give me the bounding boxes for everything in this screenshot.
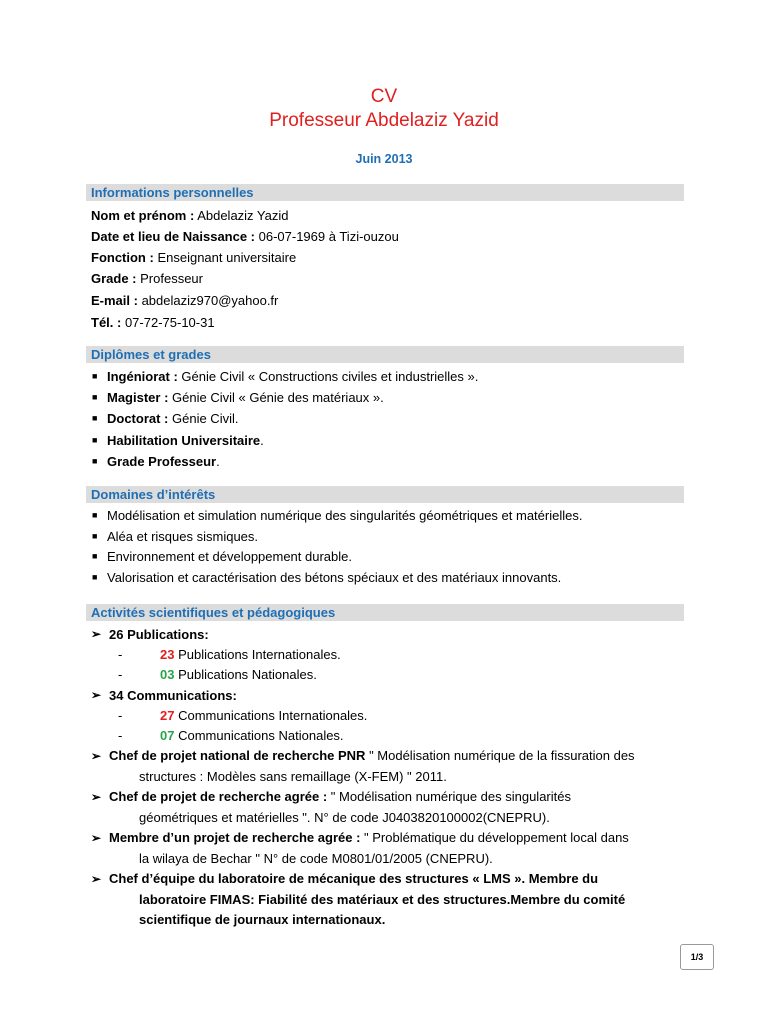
diploma-item: Habilitation Universitaire. (107, 433, 264, 448)
personal-row: Date et lieu de Naissance : 06-07-1969 à Tizi-ouzou (91, 229, 399, 244)
arrow-bullet-icon: ➢ (91, 831, 102, 845)
square-bullet-icon: ■ (92, 531, 98, 541)
square-bullet-icon: ■ (92, 551, 98, 561)
interest-item: Aléa et risques sismiques. (107, 529, 259, 544)
square-bullet-icon: ■ (92, 371, 98, 381)
communications-title: 34 Communications: (109, 688, 237, 703)
document-date: Juin 2013 (355, 152, 413, 166)
publications-national: 03 Publications Nationales. (160, 667, 317, 682)
section-heading-personal: Informations personnelles (86, 184, 684, 201)
dash-bullet: - (118, 728, 123, 743)
arrow-bullet-icon: ➢ (91, 790, 102, 804)
diploma-item: Magister : Génie Civil « Génie des matériaux ». (107, 390, 384, 405)
project-item: Membre d’un projet de recherche agrée : " Problématique du développement local dans la wilaya de Bechar " N° de code M0801/01/2005 (CNEPRU). (109, 830, 629, 866)
page-number: 1/3 (680, 944, 714, 970)
page-title: Professeur Abdelaziz Yazid (269, 110, 499, 131)
arrow-bullet-icon: ➢ (91, 749, 102, 763)
dash-bullet: - (118, 708, 123, 723)
publications-international: 23 Publications Internationales. (160, 647, 341, 662)
section-heading-diplomas: Diplômes et grades (86, 346, 684, 363)
dash-bullet: - (118, 647, 123, 662)
dash-bullet: - (118, 667, 123, 682)
personal-row-phone: Tél. : 07-72-75-10-31 (91, 315, 215, 330)
section-heading-activities: Activités scientifiques et pédagogiques (86, 604, 684, 621)
square-bullet-icon: ■ (92, 413, 98, 423)
personal-row: Grade : Professeur (91, 271, 203, 286)
project-item: Chef de projet national de recherche PNR " Modélisation numérique de la fissuration des structures : Modèles sans remaillage (X-FEM) " 2011. (109, 748, 635, 784)
communications-international: 27 Communications Internationales. (160, 708, 368, 723)
diploma-item: Grade Professeur. (107, 454, 220, 469)
arrow-bullet-icon: ➢ (91, 872, 102, 886)
personal-row-email: E-mail : abdelaziz970@yahoo.fr (91, 293, 279, 308)
personal-row: Fonction : Enseignant universitaire (91, 250, 297, 265)
square-bullet-icon: ■ (92, 392, 98, 402)
interest-item: Environnement et développement durable. (107, 549, 352, 564)
square-bullet-icon: ■ (92, 456, 98, 466)
interest-item: Valorisation et caractérisation des bétons spéciaux et des matériaux innovants. (107, 570, 562, 585)
square-bullet-icon: ■ (92, 435, 98, 445)
arrow-bullet-icon: ➢ (91, 627, 102, 641)
lab-membership: Chef d’équipe du laboratoire de mécanique des structures « LMS ». Membre du laboratoire FIMAS: Fiabilité des matériaux et des structures.Membre du comité scientifique de journaux internationaux. (109, 871, 626, 927)
arrow-bullet-icon: ➢ (91, 688, 102, 702)
project-item: Chef de projet de recherche agrée : " Modélisation numérique des singularités géométriques et matérielles ". N° de code J0403820100002(CNEPRU). (109, 789, 571, 825)
communications-national: 07 Communications Nationales. (160, 728, 344, 743)
diploma-item: Ingéniorat : Génie Civil « Constructions civiles et industrielles ». (107, 369, 479, 384)
square-bullet-icon: ■ (92, 572, 98, 582)
diploma-item: Doctorat : Génie Civil. (107, 411, 239, 426)
section-heading-interests: Domaines d’intérêts (86, 486, 684, 503)
personal-row: Nom et prénom : Abdelaziz Yazid (91, 208, 289, 223)
square-bullet-icon: ■ (92, 510, 98, 520)
cv-label: CV (370, 86, 398, 107)
interest-item: Modélisation et simulation numérique des singularités géométriques et matérielles. (107, 508, 583, 523)
publications-title: 26 Publications: (109, 627, 209, 642)
